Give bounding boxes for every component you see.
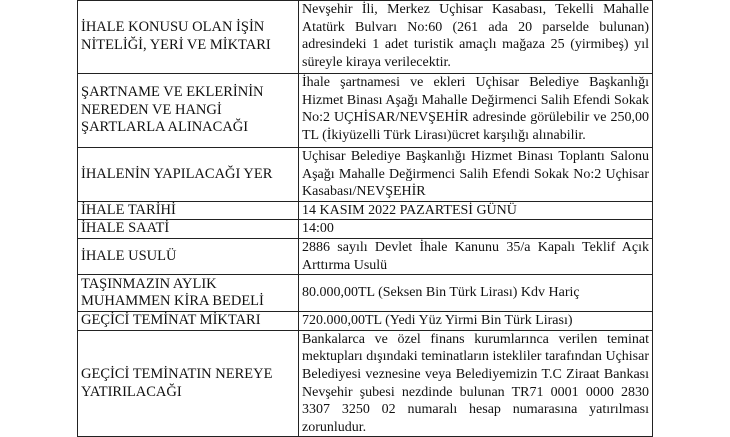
table-row	[78, 74, 653, 148]
tender-info-table	[77, 0, 653, 437]
table-row	[78, 312, 653, 331]
table-row	[78, 275, 653, 312]
table-row	[78, 330, 653, 437]
row-label: İHALE SAATİ	[78, 220, 299, 239]
row-label: İHALE KONUSU OLAN İŞİN NİTELİĞİ, YERİ VE MİKTARI	[78, 1, 299, 74]
row-label: TAŞINMAZIN AYLIK MUHAMMEN KİRA BEDELİ	[78, 275, 299, 312]
row-value: 2886 sayılı Devlet İhale Kanunu 35/a Kapalı Teklif Açık Arttırma Usulü	[299, 238, 653, 274]
table-row	[78, 201, 653, 220]
row-value: Nevşehir İli, Merkez Uçhisar Kasabası, Tekelli Mahalle Atatürk Bulvarı No:60 (261 ada 20 parselde bulunan) adresindeki 1 adet turistik amaçlı mağaza 25 (yirmibeş) yıl süreyle kiraya verilecektir.	[299, 1, 653, 74]
row-label: GEÇİCİ TEMİNATIN NEREYE YATIRILACAĞI	[78, 330, 299, 437]
row-label: ŞARTNAME VE EKLERİNİN NEREDEN VE HANGİ ŞARTLARLA ALINACAĞI	[78, 74, 299, 148]
table-row	[78, 148, 653, 202]
row-value: 80.000,00TL (Seksen Bin Türk Lirası) Kdv Hariç	[299, 275, 653, 312]
table-row	[78, 220, 653, 239]
table-row	[78, 1, 653, 74]
row-value: Uçhisar Belediye Başkanlığı Hizmet Binası Toplantı Salonu Aşağı Mahalle Değirmenci Salih Efendi Sokak No:2 Uçhisar Kasabası/NEVŞEHİR	[299, 148, 653, 202]
row-value: 720.000,00TL (Yedi Yüz Yirmi Bin Türk Lirası)	[299, 312, 653, 331]
row-label: İHALE USULÜ	[78, 238, 299, 274]
row-value: Bankalarca ve özel finans kurumlarınca verilen teminat mektupları dışındaki teminatların istekliler tarafından Uçhisar Belediyesi veznesine veya Belediyemizin T.C Ziraat Bankası Nevşehir şubesi nezdinde bulunan TR71 0001 0000 2830 3307 3250 02 numaralı hesap numarasına yatırılması zorunludur.	[299, 330, 653, 437]
row-value: 14 KASIM 2022 PAZARTESİ GÜNÜ	[299, 201, 653, 220]
row-value: İhale şartnamesi ve ekleri Uçhisar Belediye Başkanlığı Hizmet Binası Aşağı Mahalle Değirmenci Salih Efendi Sokak No:2 UÇHİSAR/NEVŞEHİR adresinde görülebilir ve 250,00 TL (İkiyüzelli Türk Lirası)ücret karşılığı alınabilir.	[299, 74, 653, 148]
row-label: GEÇİCİ TEMİNAT MİKTARI	[78, 312, 299, 331]
row-label: İHALENİN YAPILACAĞI YER	[78, 148, 299, 202]
row-label: İHALE TARİHİ	[78, 201, 299, 220]
row-value: 14:00	[299, 220, 653, 239]
table-row	[78, 238, 653, 274]
